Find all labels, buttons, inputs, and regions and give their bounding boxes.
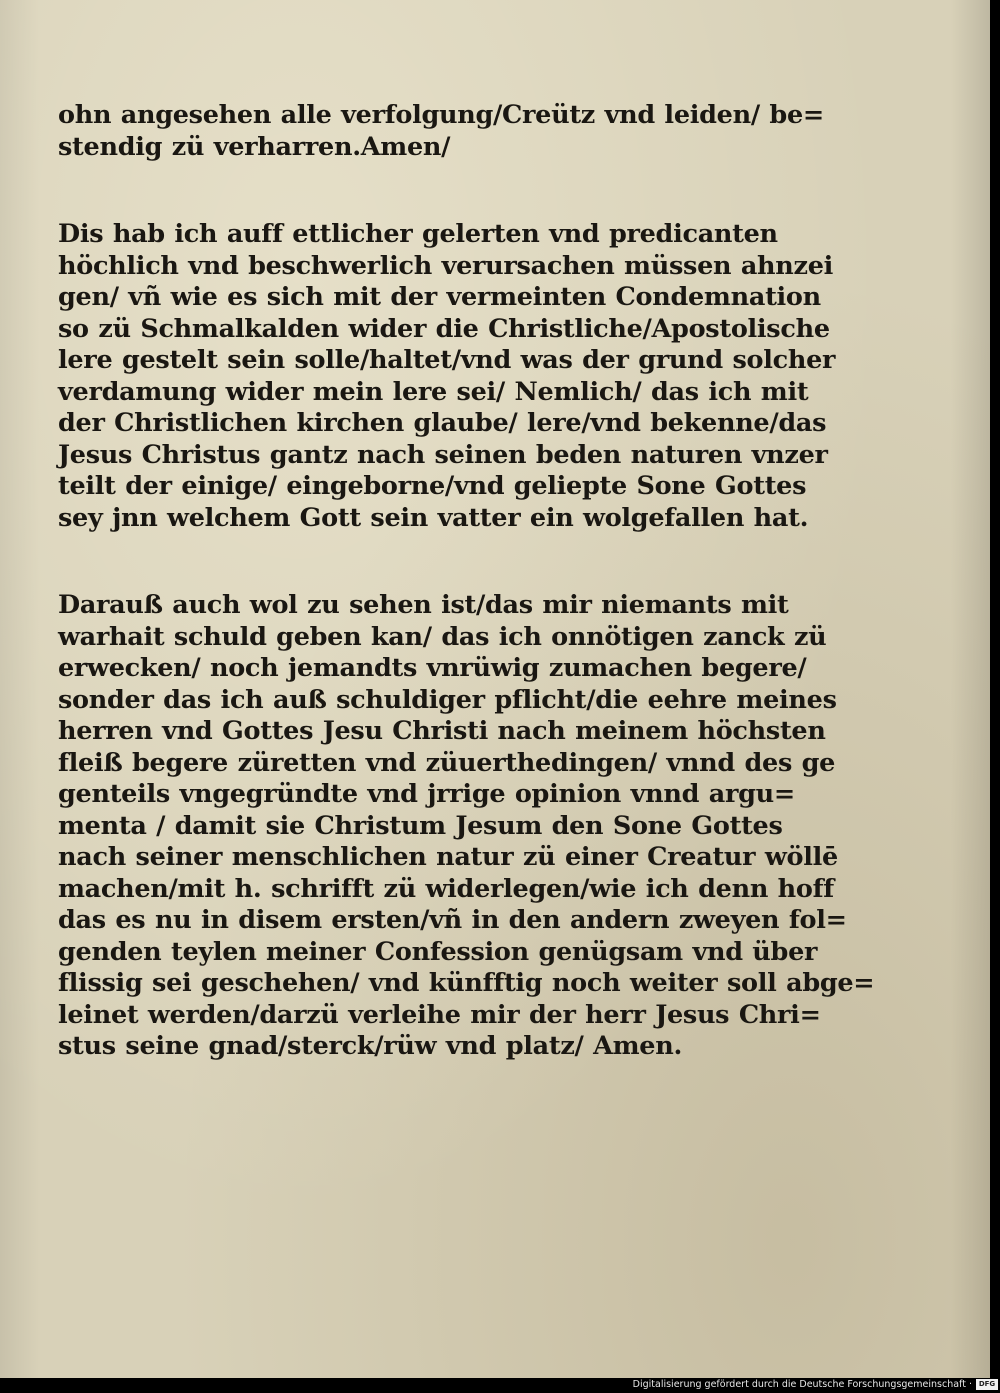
text-line: warhait schuld geben kan/ das ich onnötigen zanck zü (58, 621, 827, 652)
text-line: Jesus Christus gantz nach seinen beden naturen vnzer (58, 439, 828, 470)
text-line: genteils vngegründte vnd jrrige opinion vnnd argu= (58, 779, 795, 809)
paragraph-gap (58, 534, 738, 590)
text-line: Dis hab ich auff ettlicher gelerten vnd predicanten (58, 219, 778, 249)
text-line: teilt der einige/ eingeborne/vnd geliepte Sone Gottes (58, 471, 807, 501)
text-line: stendig zü verharren.Amen/ (58, 131, 451, 162)
text-line: höchlich vnd beschwerlich verursachen müssen ahnzei (58, 250, 834, 281)
text-line: lere gestelt sein solle/haltet/vnd was der grund solcher (58, 345, 836, 375)
text-line: so zü Schmalkalden wider die Christliche/Apostolische (58, 313, 830, 344)
paragraph-gap (58, 163, 738, 219)
text-line: menta / damit sie Christum Jesum den Sone Gottes (58, 810, 783, 841)
text-line: fleiß begere züretten vnd züuerthedingen/ vnnd des ge (58, 747, 836, 778)
text-line: das es nu in disem ersten/vñ in den andern zweyen fol= (58, 905, 847, 935)
text-line: stus seine gnad/sterck/rüw vnd platz/ Amen. (58, 1031, 683, 1061)
text-line: erwecken/ noch jemandts vnrüwig zumachen begere/ (58, 653, 807, 683)
text-line: ohn angesehen alle verfolgung/Creütz vnd leiden/ be= (58, 100, 824, 130)
text-line: genden teylen meiner Confession genügsam vnd über (58, 936, 818, 967)
text-line: nach seiner menschlichen natur zü einer Creatur wöllē (58, 842, 838, 872)
paragraph-2 (58, 219, 836, 534)
text-line: herren vnd Gottes Jesu Christi nach meinem höchsten (58, 716, 826, 746)
text-line: machen/mit h. schrifft zü widerlegen/wie ich denn hoff (58, 873, 834, 904)
text-line: sonder das ich auß schuldiger pflicht/die eehre meines (58, 684, 837, 715)
paragraph-3 (58, 590, 875, 1063)
paragraph-1 (58, 100, 824, 163)
text-line: verdamung wider mein lere sei/ Nemlich/ das ich mit (58, 376, 809, 407)
text-line: leinet werden/darzü verleihe mir der herr Jesus Chri= (58, 999, 821, 1030)
text-line: flissig sei geschehen/ vnd künfftig noch weiter soll abge= (58, 968, 875, 998)
text-line: sey jnn welchem Gott sein vatter ein wolgefallen hat. (58, 502, 809, 533)
footer-credit: Digitalisierung gefördert durch die Deutsche Forschungsgemeinschaft · (632, 1379, 972, 1390)
text-line: der Christlichen kirchen glaube/ lere/vnd bekenne/das (58, 408, 827, 438)
text-line: gen/ vñ wie es sich mit der vermeinten Condemnation (58, 282, 821, 312)
text-line: Darauß auch wol zu sehen ist/das mir niemants mit (58, 590, 789, 620)
body-text (58, 100, 875, 1063)
dfg-logo-icon: DFG (976, 1379, 998, 1390)
